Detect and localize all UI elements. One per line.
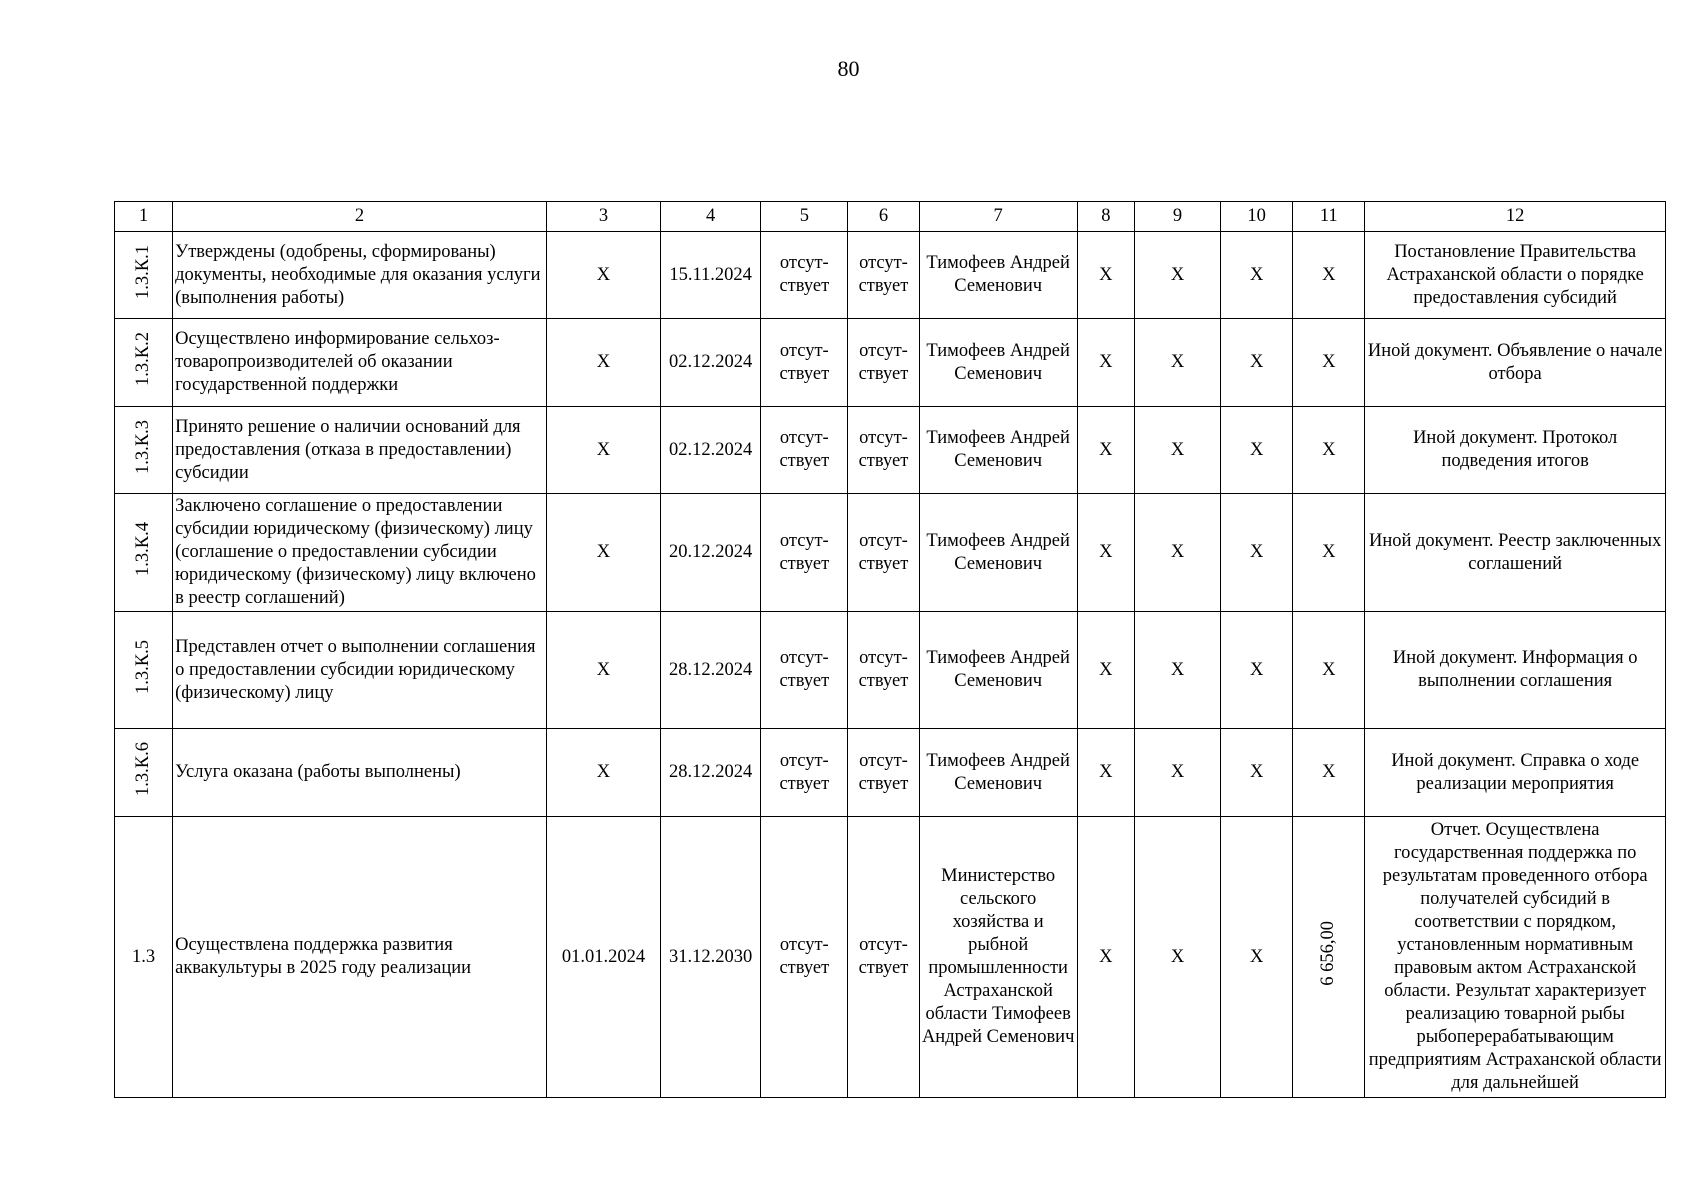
cell-col11: Х bbox=[1293, 319, 1365, 407]
cell-col8: Х bbox=[1077, 729, 1134, 817]
cell-col11: Х bbox=[1293, 612, 1365, 729]
cell-col4: 28.12.2024 bbox=[661, 612, 761, 729]
cell-col3: 01.01.2024 bbox=[546, 817, 660, 1098]
cell-col3: Х bbox=[546, 319, 660, 407]
cell-col8: Х bbox=[1077, 494, 1134, 612]
plan-table bbox=[114, 201, 1666, 1098]
cell-responsible: Тимофеев Андрей Семенович bbox=[919, 729, 1077, 817]
cell-col10: Х bbox=[1221, 494, 1293, 612]
cell-col4: 31.12.2030 bbox=[661, 817, 761, 1098]
cell-col3: Х bbox=[546, 494, 660, 612]
cell-col10: Х bbox=[1221, 817, 1293, 1098]
header-cell: 3 bbox=[546, 202, 660, 232]
row-name-cell: Утверждены (одобрены, сформированы) документы, необходимые для оказания услуги (выполнения работы) bbox=[173, 232, 547, 319]
cell-col6: отсут-ствует bbox=[848, 407, 919, 494]
cell-responsible: Тимофеев Андрей Семенович bbox=[919, 232, 1077, 319]
cell-col3: Х bbox=[546, 612, 660, 729]
cell-col9: Х bbox=[1134, 612, 1220, 729]
cell-responsible: Министерство сельского хозяйства и рыбной промышленности Астраханской области Тимофеев Андрей Семенович bbox=[919, 817, 1077, 1098]
cell-col11: Х bbox=[1293, 232, 1365, 319]
cell-responsible: Тимофеев Андрей Семенович bbox=[919, 319, 1077, 407]
header-cell: 10 bbox=[1221, 202, 1293, 232]
header-cell: 2 bbox=[173, 202, 547, 232]
header-cell: 5 bbox=[761, 202, 848, 232]
cell-document: Иной документ. Справка о ходе реализации мероприятия bbox=[1365, 729, 1666, 817]
cell-col6: отсут-ствует bbox=[848, 612, 919, 729]
cell-col9: Х bbox=[1134, 817, 1220, 1098]
header-cell: 11 bbox=[1293, 202, 1365, 232]
cell-col5: отсут-ствует bbox=[761, 612, 848, 729]
cell-responsible: Тимофеев Андрей Семенович bbox=[919, 612, 1077, 729]
row-code: 1.3.К.4 bbox=[133, 522, 154, 576]
cell-col8: Х bbox=[1077, 612, 1134, 729]
cell-col11: Х bbox=[1293, 494, 1365, 612]
cell-col11: Х bbox=[1293, 729, 1365, 817]
cell-col5: отсут-ствует bbox=[761, 729, 848, 817]
cell-col10: Х bbox=[1221, 407, 1293, 494]
row-code-cell bbox=[115, 729, 173, 817]
row-name-cell: Осуществлена поддержка развития аквакультуры в 2025 году реализации bbox=[173, 817, 547, 1098]
cell-document: Постановление Правительства Астраханской области о порядке предоставления субсидий bbox=[1365, 232, 1666, 319]
cell-col5: отсут-ствует bbox=[761, 494, 848, 612]
table-row bbox=[115, 319, 1666, 407]
cell-document: Иной документ. Протокол подведения итогов bbox=[1365, 407, 1666, 494]
row-code: 1.3.К.6 bbox=[133, 742, 154, 796]
cell-col3: Х bbox=[546, 232, 660, 319]
table-row bbox=[115, 232, 1666, 319]
cell-col9: Х bbox=[1134, 319, 1220, 407]
cell-col6: отсут-ствует bbox=[848, 494, 919, 612]
row-code: 1.3.К.3 bbox=[133, 419, 154, 474]
cell-col5: отсут-ствует bbox=[761, 319, 848, 407]
cell-col10: Х bbox=[1221, 612, 1293, 729]
cell-col6: отсут-ствует bbox=[848, 729, 919, 817]
cell-document: Иной документ. Информация о выполнении соглашения bbox=[1365, 612, 1666, 729]
cell-document: Иной документ. Реестр заключенных соглашений bbox=[1365, 494, 1666, 612]
row-code-cell bbox=[115, 612, 173, 729]
cell-col9: Х bbox=[1134, 232, 1220, 319]
row-code-cell bbox=[115, 232, 173, 319]
cell-amount bbox=[1293, 817, 1365, 1098]
row-name-cell: Заключено соглашение о предоставлении субсидии юридическому (физическому) лицу (соглашение о предоставлении субсидии юридическому (физическому) лицу включено в реестр соглашений) bbox=[173, 494, 547, 612]
cell-document: Отчет. Осуществлена государственная поддержка по результатам проведенного отбора получателей субсидий в соответствии с порядком, установленным нормативным правовым актом Астраханской области. Результат характеризует реализацию товарной рыбы рыбоперерабатывающим предприятиям Астраханской области для дальнейшей bbox=[1365, 817, 1666, 1098]
header-cell: 12 bbox=[1365, 202, 1666, 232]
cell-col8: Х bbox=[1077, 319, 1134, 407]
cell-col3: Х bbox=[546, 407, 660, 494]
table-row bbox=[115, 407, 1666, 494]
cell-responsible: Тимофеев Андрей Семенович bbox=[919, 407, 1077, 494]
cell-col4: 28.12.2024 bbox=[661, 729, 761, 817]
cell-col6: отсут-ствует bbox=[848, 817, 919, 1098]
page-number: 80 bbox=[837, 56, 860, 81]
cell-col4: 02.12.2024 bbox=[661, 407, 761, 494]
cell-col5: отсут-ствует bbox=[761, 817, 848, 1098]
table-row bbox=[115, 817, 1666, 1098]
header-cell: 6 bbox=[848, 202, 919, 232]
header-cell: 4 bbox=[661, 202, 761, 232]
cell-col8: Х bbox=[1077, 817, 1134, 1098]
header-cell: 1 bbox=[115, 202, 173, 232]
cell-col9: Х bbox=[1134, 407, 1220, 494]
cell-col10: Х bbox=[1221, 729, 1293, 817]
cell-col4: 15.11.2024 bbox=[661, 232, 761, 319]
table-row bbox=[115, 494, 1666, 612]
cell-col10: Х bbox=[1221, 319, 1293, 407]
cell-col4: 02.12.2024 bbox=[661, 319, 761, 407]
header-cell: 8 bbox=[1077, 202, 1134, 232]
table-row bbox=[115, 729, 1666, 817]
row-name-cell: Услуга оказана (работы выполнены) bbox=[173, 729, 547, 817]
row-code: 1.3.К.1 bbox=[133, 244, 154, 299]
row-code-cell bbox=[115, 494, 173, 612]
cell-document: Иной документ. Объявление о начале отбора bbox=[1365, 319, 1666, 407]
cell-col4: 20.12.2024 bbox=[661, 494, 761, 612]
row-name-cell: Принято решение о наличии оснований для предоставления (отказа в предоставлении) субсидии bbox=[173, 407, 547, 494]
cell-col11: Х bbox=[1293, 407, 1365, 494]
cell-col5: отсут-ствует bbox=[761, 407, 848, 494]
cell-col6: отсут-ствует bbox=[848, 319, 919, 407]
table-row bbox=[115, 612, 1666, 729]
row-code: 1.3.К.5 bbox=[133, 639, 154, 694]
header-cell: 7 bbox=[919, 202, 1077, 232]
cell-col10: Х bbox=[1221, 232, 1293, 319]
header-cell: 9 bbox=[1134, 202, 1220, 232]
row-code: 1.3.К.2 bbox=[133, 332, 154, 386]
row-code-cell: 1.3 bbox=[115, 817, 173, 1098]
amount-value: 6 656,00 bbox=[1318, 921, 1339, 986]
row-code-cell bbox=[115, 319, 173, 407]
cell-col3: Х bbox=[546, 729, 660, 817]
row-name-cell: Осуществлено информирование сельхоз-товаропроизводителей об оказании государственной поддержки bbox=[173, 319, 547, 407]
cell-col9: Х bbox=[1134, 494, 1220, 612]
cell-col8: Х bbox=[1077, 407, 1134, 494]
cell-col6: отсут-ствует bbox=[848, 232, 919, 319]
table-header-row bbox=[115, 202, 1666, 232]
row-name-cell: Представлен отчет о выполнении соглашения о предоставлении субсидии юридическому (физическому) лицу bbox=[173, 612, 547, 729]
cell-col9: Х bbox=[1134, 729, 1220, 817]
cell-col5: отсут-ствует bbox=[761, 232, 848, 319]
cell-responsible: Тимофеев Андрей Семенович bbox=[919, 494, 1077, 612]
row-code-cell bbox=[115, 407, 173, 494]
cell-col8: Х bbox=[1077, 232, 1134, 319]
